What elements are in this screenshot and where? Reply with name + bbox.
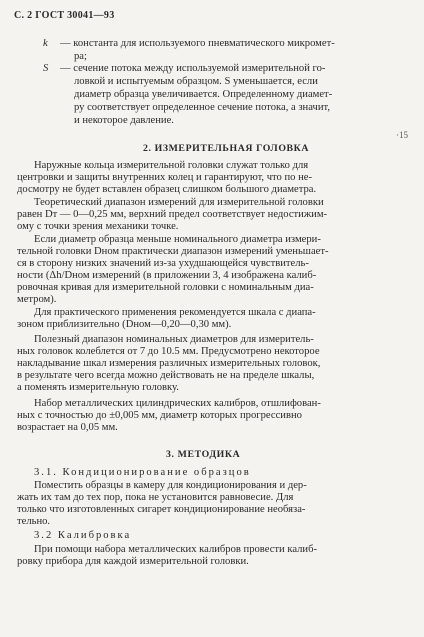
body-line: только что изготовленных сигарет кондиционирование необяза- bbox=[17, 504, 306, 515]
subsection-3-2-title: 3.2 Калибровка bbox=[34, 530, 132, 541]
body-line: ных с точностью до ±0,005 мм, диаметр которых прогрессивно bbox=[17, 410, 302, 421]
body-line: ровку прибора для каждой измерительной головки. bbox=[17, 556, 249, 567]
body-line: Поместить образцы в камеру для кондиционирования и дер- bbox=[34, 480, 307, 491]
body-line: тельной головки Dном практически диапазон измерений уменьшает- bbox=[17, 246, 329, 257]
body-line: Для практического применения рекомендуется шкала с диапа- bbox=[34, 307, 316, 318]
def-s-line: ловкой и испытуемым образцом. S уменьшается, если bbox=[74, 76, 318, 87]
body-line: ных головок колеблется от 7 до 10.5 мм. Предусмотрено некоторое bbox=[17, 346, 320, 357]
subsection-3-1-title: 3.1. Кондиционирование образцов bbox=[34, 467, 251, 478]
body-line: ому с точки зрения механики точке. bbox=[17, 221, 179, 232]
body-line: возрастает на 0,05 мм. bbox=[17, 422, 118, 433]
section-3-title: 3. МЕТОДИКА bbox=[166, 449, 241, 460]
def-symbol-s: S bbox=[43, 63, 49, 74]
def-s-line: и некоторое давление. bbox=[74, 115, 174, 126]
def-symbol-k: k bbox=[43, 38, 48, 49]
body-line: накладывание шкал измерения различных измерительных головок, bbox=[17, 358, 321, 369]
section-2-title: 2. ИЗМЕРИТЕЛЬНАЯ ГОЛОВКА bbox=[143, 143, 310, 154]
def-k-line: ра; bbox=[74, 51, 87, 62]
body-line: ся в сторону низких значений из-за ухудшающейся чувствитель- bbox=[17, 258, 309, 269]
body-line: равен Dт — 0—0,25 мм, верхний предел соответствует недостижим- bbox=[17, 209, 328, 220]
body-line: Полезный диапазон номинальных диаметров для измеритель- bbox=[34, 334, 314, 345]
body-line: Наружные кольца измерительной головки служат только для bbox=[34, 160, 309, 171]
body-line: жать их там до тех пор, пока не установится равновесие. Для bbox=[17, 492, 294, 503]
body-line: При помощи набора металлических калибров провести калиб- bbox=[34, 544, 318, 555]
body-line: ности (Δh/Dном измерений (в приложении 3, 4 изображена калиб- bbox=[17, 270, 317, 281]
body-line: тельно. bbox=[17, 516, 51, 527]
def-k-line: — константа для используемого пневматического микромет- bbox=[60, 38, 335, 49]
body-line: досмотру не будет вставлен образец слишком большого диаметра. bbox=[17, 184, 317, 195]
body-line: Если диаметр образца меньше номинального диаметра измери- bbox=[34, 234, 321, 245]
body-line: в результате чего всегда можно действовать не на пределе шкалы, bbox=[17, 370, 315, 381]
def-s-line: ру соответствует определенное сечение потока, а значит, bbox=[74, 102, 330, 113]
def-s-line: диаметр образца увеличивается. Определенному диамет- bbox=[74, 89, 333, 100]
body-line: ровочная кривая для измерительной головки с номинальным диа- bbox=[17, 282, 314, 293]
body-line: метром). bbox=[17, 294, 57, 305]
body-line: зоном приблизительно (Dном—0,20—0,30 мм). bbox=[17, 319, 232, 330]
body-line: центровки и защиты внутренних колец и гарантируют, что по не- bbox=[17, 172, 313, 183]
body-line: а поменять измерительную головку. bbox=[17, 382, 179, 393]
body-line: Теоретический диапазон измерений для измерительной головки bbox=[34, 197, 324, 208]
page-header: С. 2 ГОСТ 30041—93 bbox=[14, 10, 115, 21]
def-s-line: — сечение потока между используемой измерительной го- bbox=[60, 63, 326, 74]
body-line: Набор металлических цилиндрических калибров, отшлифован- bbox=[34, 398, 321, 409]
margin-mark: ·15 bbox=[396, 130, 408, 140]
